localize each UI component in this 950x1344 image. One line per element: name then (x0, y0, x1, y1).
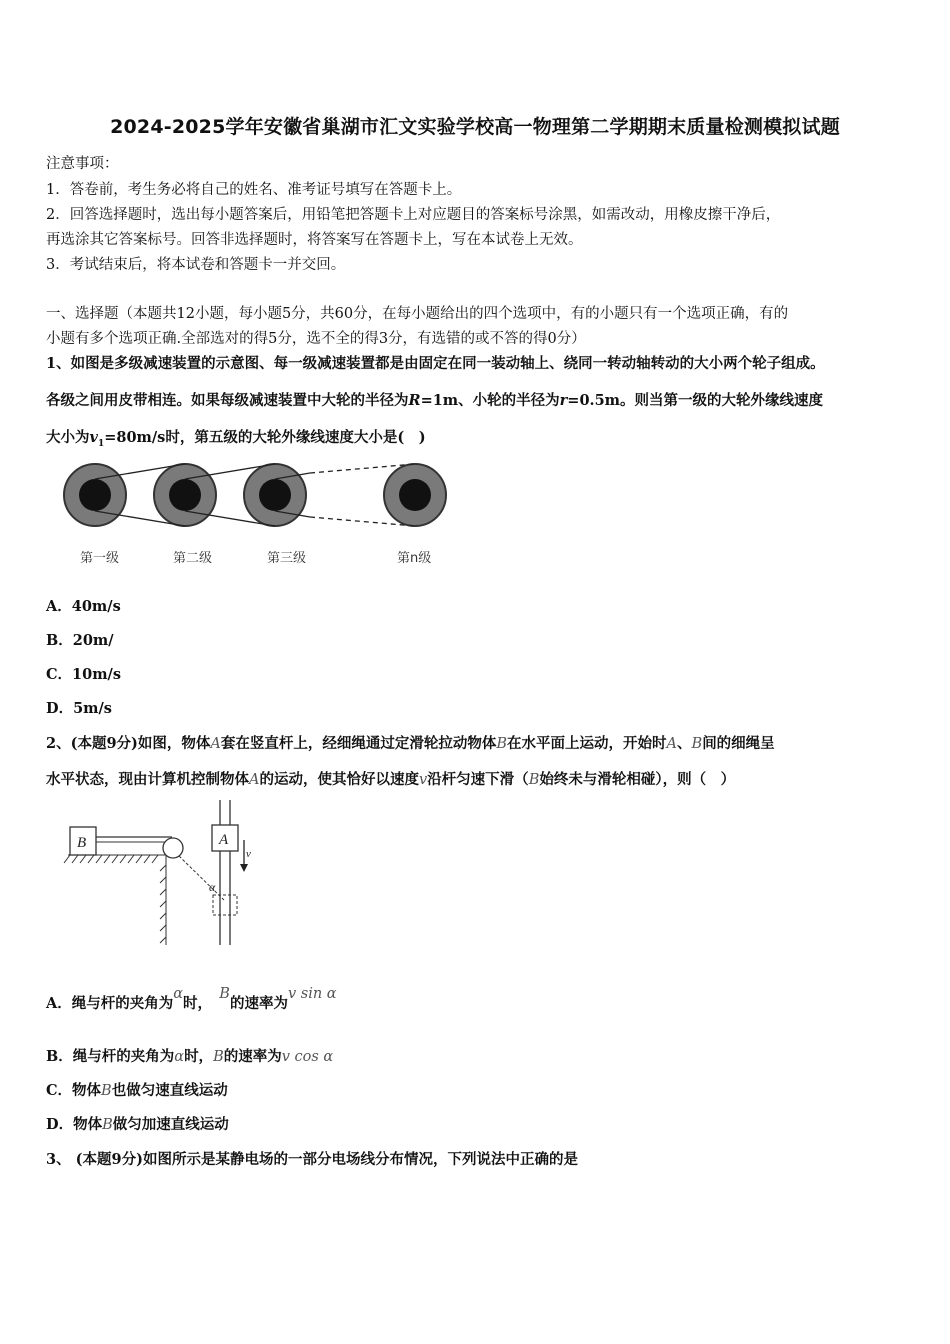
wheel-stage-2 (154, 464, 216, 526)
option-text: 也做匀速直线运动 (111, 1082, 228, 1099)
velocity-arrow-head (240, 864, 248, 872)
q2-option-c (46, 1079, 228, 1100)
page-title: 2024-2025学年安徽省巢湖市汇文实验学校高一物理第二学期期末质量检测模拟试题 (110, 116, 840, 138)
rope-slanted (179, 856, 224, 900)
q2-A: A (249, 772, 260, 788)
expr-v-cos-alpha: v cos α (281, 1049, 334, 1065)
notice-item-1: 1．答卷前，考生务必将自己的姓名、准考证号填写在答题卡上。 (46, 182, 462, 198)
notice-item-2: 2．回答选择题时，选出每小题答案后，用铅笔把答题卡上对应题目的答案标号涂黑，如需改动，用橡皮擦干净后， (46, 207, 781, 223)
q1-option-a: A．40m/s (46, 598, 121, 615)
q2-text: 水平状态，现由计算机控制物体 (46, 771, 249, 788)
section-intro-line2: 小题有多个选项正确.全部选对的得5分，选不全的得3分，有选错的或不答的得0分） (46, 331, 586, 347)
q2-option-d (46, 1113, 229, 1134)
block-A-later (213, 895, 237, 915)
q1-text: =0.5m。则当第一级的大轮外缘线速度 (567, 392, 824, 409)
angle-alpha-label: α (209, 880, 216, 894)
q2-figure (48, 800, 278, 950)
q3-line1: 3、 (本题9分)如图所示是某静电场的一部分电场线分布情况，下列说法中正确的是 (46, 1151, 578, 1168)
q2-text: 沿杆匀速下滑（ (427, 771, 529, 788)
q1-text: 大小为 (46, 429, 90, 446)
wheel-stage-1 (64, 464, 126, 526)
option-text: 时， (183, 995, 205, 1012)
q1-line2 (46, 389, 823, 410)
option-text: 的速率为 (223, 1048, 282, 1065)
q2-B: B (691, 736, 703, 752)
q1-text: 各级之间用皮带相连。如果每级减速装置中大轮的半径为 (46, 392, 409, 409)
notice-item-3: 3．考试结束后，将本试卷和答题卡一并交回。 (46, 257, 346, 273)
wheel-stage-n (384, 464, 446, 526)
q1-option-b: B．20m/ (46, 632, 114, 649)
option-text: D．物体 (46, 1116, 103, 1133)
q2-text: 始终未与滑轮相碰），则（ ） (539, 771, 736, 788)
q1-line3 (46, 426, 426, 449)
q2-B: B (101, 1083, 112, 1099)
notice-item-2-cont: 再选涂其它答案标号。回答非选择题时，将答案写在答题卡上，写在本试卷上无效。 (46, 232, 583, 248)
ground-hatch (64, 855, 166, 945)
wheel-stage-3 (244, 464, 306, 526)
option-text: C．物体 (46, 1082, 102, 1099)
expr-v-sin-alpha: v sin α (287, 986, 337, 1002)
q2-B: B (219, 986, 230, 1002)
velocity-label: v (246, 848, 251, 860)
q2-text: 的运动，使其恰好以速度 (259, 771, 419, 788)
q1-option-c: C．10m/s (46, 666, 122, 683)
q2-option-b (46, 1045, 333, 1066)
option-text: 做匀加速直线运动 (112, 1116, 229, 1133)
q1-R: R (408, 392, 421, 409)
q2-B: B (102, 1117, 113, 1133)
q2-v: v (418, 772, 428, 788)
q2-text: 在水平面上运动，开始时 (507, 735, 667, 752)
block-A-label: A (219, 832, 229, 848)
alpha-symbol: α (173, 986, 184, 1002)
q2-option-a (46, 986, 337, 1013)
q1-figure (55, 455, 455, 575)
q2-B: B (496, 736, 508, 752)
q2-B: B (213, 1049, 224, 1065)
alpha-symbol: α (174, 1049, 185, 1065)
option-text: A．绳与杆的夹角为 (46, 995, 174, 1012)
q2-text: 套在竖直杆上，经细绳通过定滑轮拉动物体 (220, 735, 497, 752)
q1-v: v (89, 429, 98, 446)
q2-line2 (46, 768, 735, 789)
notice-heading: 注意事项： (46, 156, 119, 172)
label-stage-n: 第n级 (397, 551, 432, 566)
q2-text: 、 (677, 735, 692, 752)
q2-A: A (666, 736, 678, 752)
pulley (163, 838, 183, 858)
q1-line1: 1、如图是多级减速装置的示意图、每一级减速装置都是由固定在同一装动轴上、绕同一转动轴转动的大小两个轮子组成。 (46, 355, 825, 372)
q1-v-sub: 1 (97, 438, 105, 449)
q2-text: 间的细绳呈 (702, 735, 775, 752)
q1-text: =80m/s时，第五级的大轮外缘线速度大小是( ) (104, 429, 426, 446)
q2-B: B (528, 772, 540, 788)
q1-text: =1m、小轮的半径为 (420, 392, 560, 409)
q1-r: r (559, 392, 568, 409)
option-text: 时， (184, 1048, 214, 1065)
label-stage-1: 第一级 (80, 551, 120, 566)
q2-A: A (210, 736, 221, 752)
q2-text: 2、(本题9分)如图，物体 (46, 735, 211, 752)
section-intro-line1: 一、选择题（本题共12小题，每小题5分，共60分，在每小题给出的四个选项中，有的小题只有一个选项正确，有的 (46, 306, 789, 322)
option-text: B．绳与杆的夹角为 (46, 1048, 175, 1065)
q1-option-d: D．5m/s (46, 700, 112, 717)
label-stage-3: 第三级 (267, 551, 307, 566)
label-stage-2: 第二级 (173, 551, 213, 566)
q2-line1 (46, 732, 775, 753)
option-text: 的速率为 (229, 995, 288, 1012)
block-B-label: B (77, 835, 87, 851)
